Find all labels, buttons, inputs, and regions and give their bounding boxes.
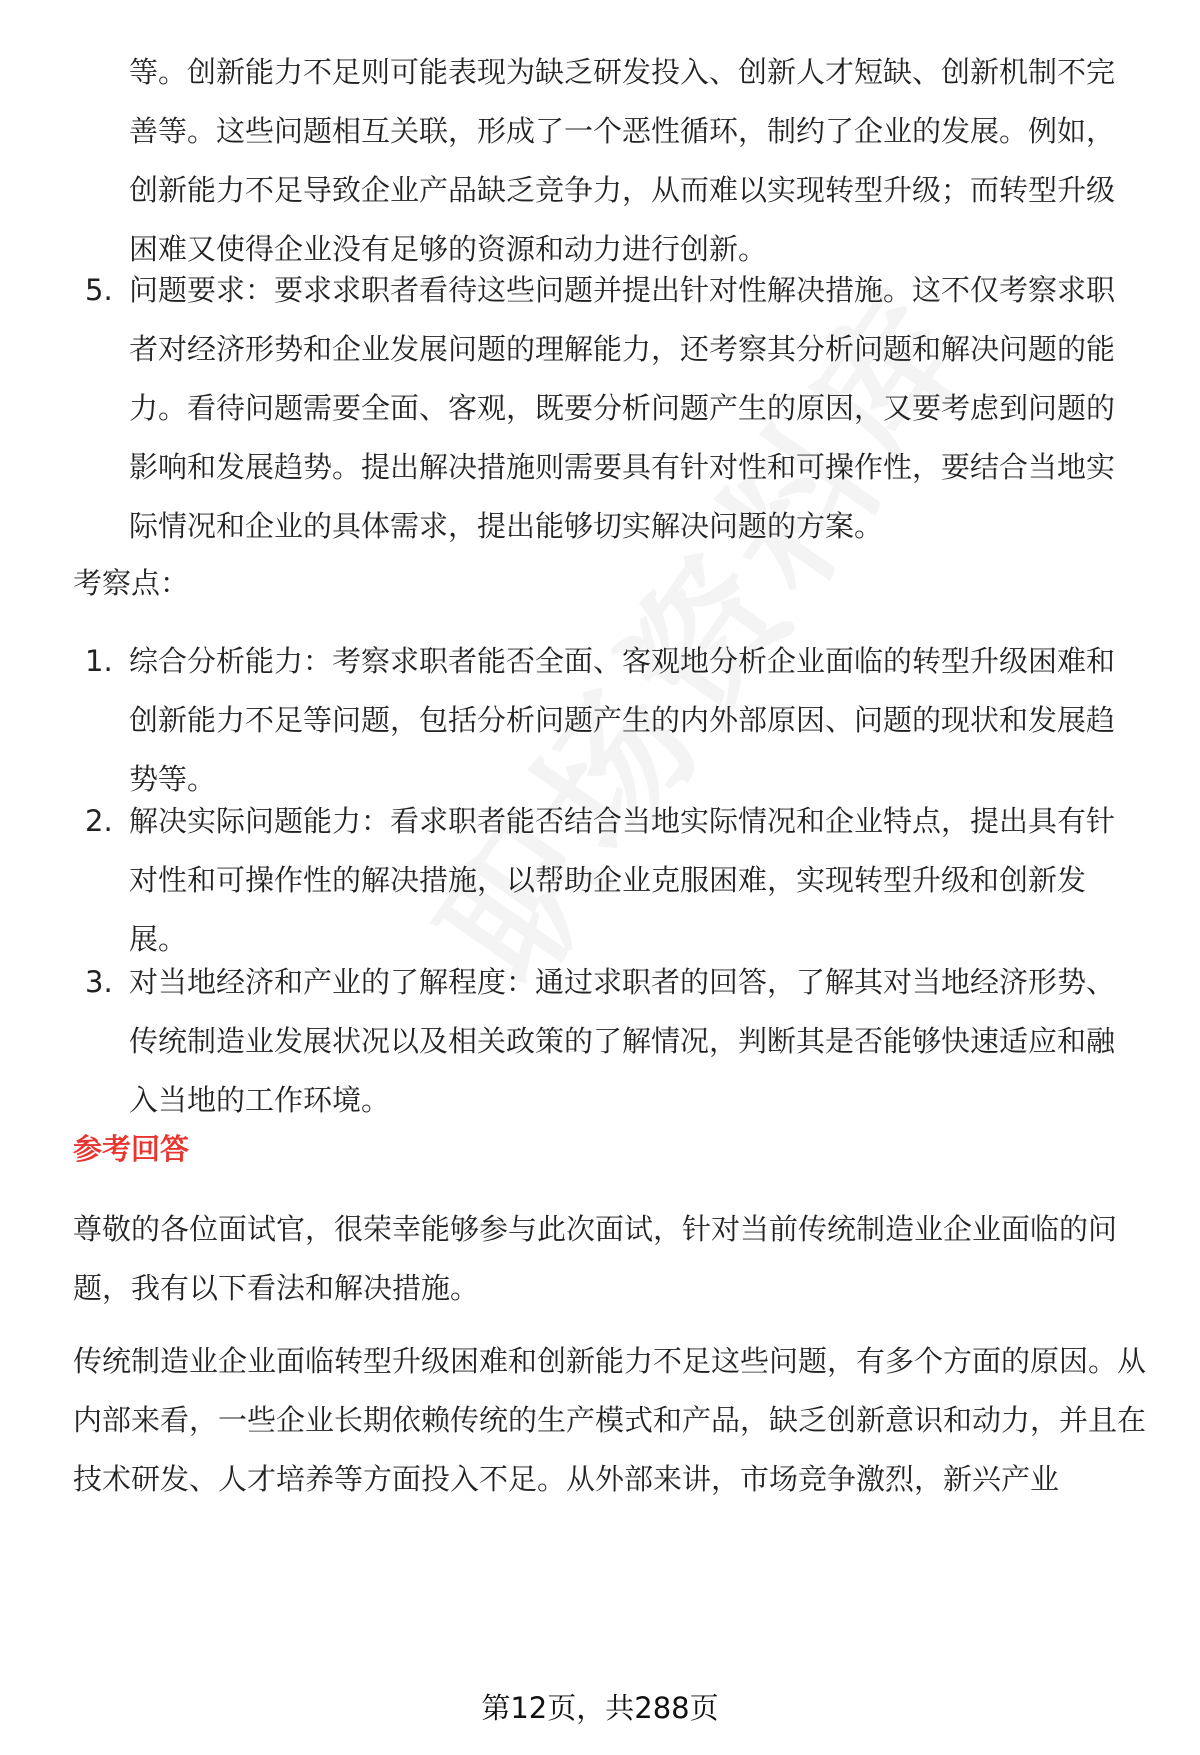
list-item-number: 3.	[85, 965, 113, 999]
reference-answer-heading: 参考回答	[73, 1132, 190, 1166]
list-item-text: 等。创新能力不足则可能表现为缺乏研发投入、创新人才短缺、创新机制不完善等。这些问题相互关联，形成了一个恶性循环，制约了企业的发展。例如，创新能力不足导致企业产品缺乏竞争力，从而难以实现转型升级；而转型升级困难又使得企业没有足够的资源和动力进行创新。	[129, 55, 1116, 266]
list-item-text: 问题要求：要求求职者看待这些问题并提出针对性解决措施。这不仅考察求职者对经济形势和企业发展问题的理解能力，还考察其分析问题和解决问题的能力。看待问题需要全面、客观，既要分析问题产生的原因，又要考虑到问题的影响和发展趋势。提出解决措施则需要具有针对性和可操作性，要结合当地实际情况和企业的具体需求，提出能够切实解决问题的方案。	[129, 273, 1116, 543]
reference-paragraph-2: 传统制造业企业面临转型升级困难和创新能力不足这些问题，有多个方面的原因。从内部来看，一些企业长期依赖传统的生产模式和产品，缺乏创新意识和动力，并且在技术研发、人才培养等方面投入不足。从外部来讲，市场竞争激烈，新兴产业	[73, 1344, 1147, 1496]
section-title-assessment: 考察点：	[73, 566, 190, 600]
list-item-number: 1.	[85, 644, 113, 678]
page-footer: 第12页，共288页	[481, 1691, 719, 1725]
list-item-number: 2.	[85, 804, 113, 838]
list-item-text: 综合分析能力：考察求职者能否全面、客观地分析企业面临的转型升级困难和创新能力不足等问题，包括分析问题产生的内外部原因、问题的现状和发展趋势等。	[129, 644, 1116, 796]
reference-paragraph-1: 尊敬的各位面试官，很荣幸能够参与此次面试，针对当前传统制造业企业面临的问题，我有以下看法和解决措施。	[73, 1212, 1118, 1305]
list-item-text: 解决实际问题能力：看求职者能否结合当地实际情况和企业特点，提出具有针对性和可操作性的解决措施，以帮助企业克服困难，实现转型升级和创新发展。	[129, 804, 1116, 956]
list-item-number: 5.	[85, 273, 113, 307]
list-item-text: 对当地经济和产业的了解程度：通过求职者的回答，了解其对当地经济形势、传统制造业发展状况以及相关政策的了解情况，判断其是否能够快速适应和融入当地的工作环境。	[129, 965, 1116, 1117]
